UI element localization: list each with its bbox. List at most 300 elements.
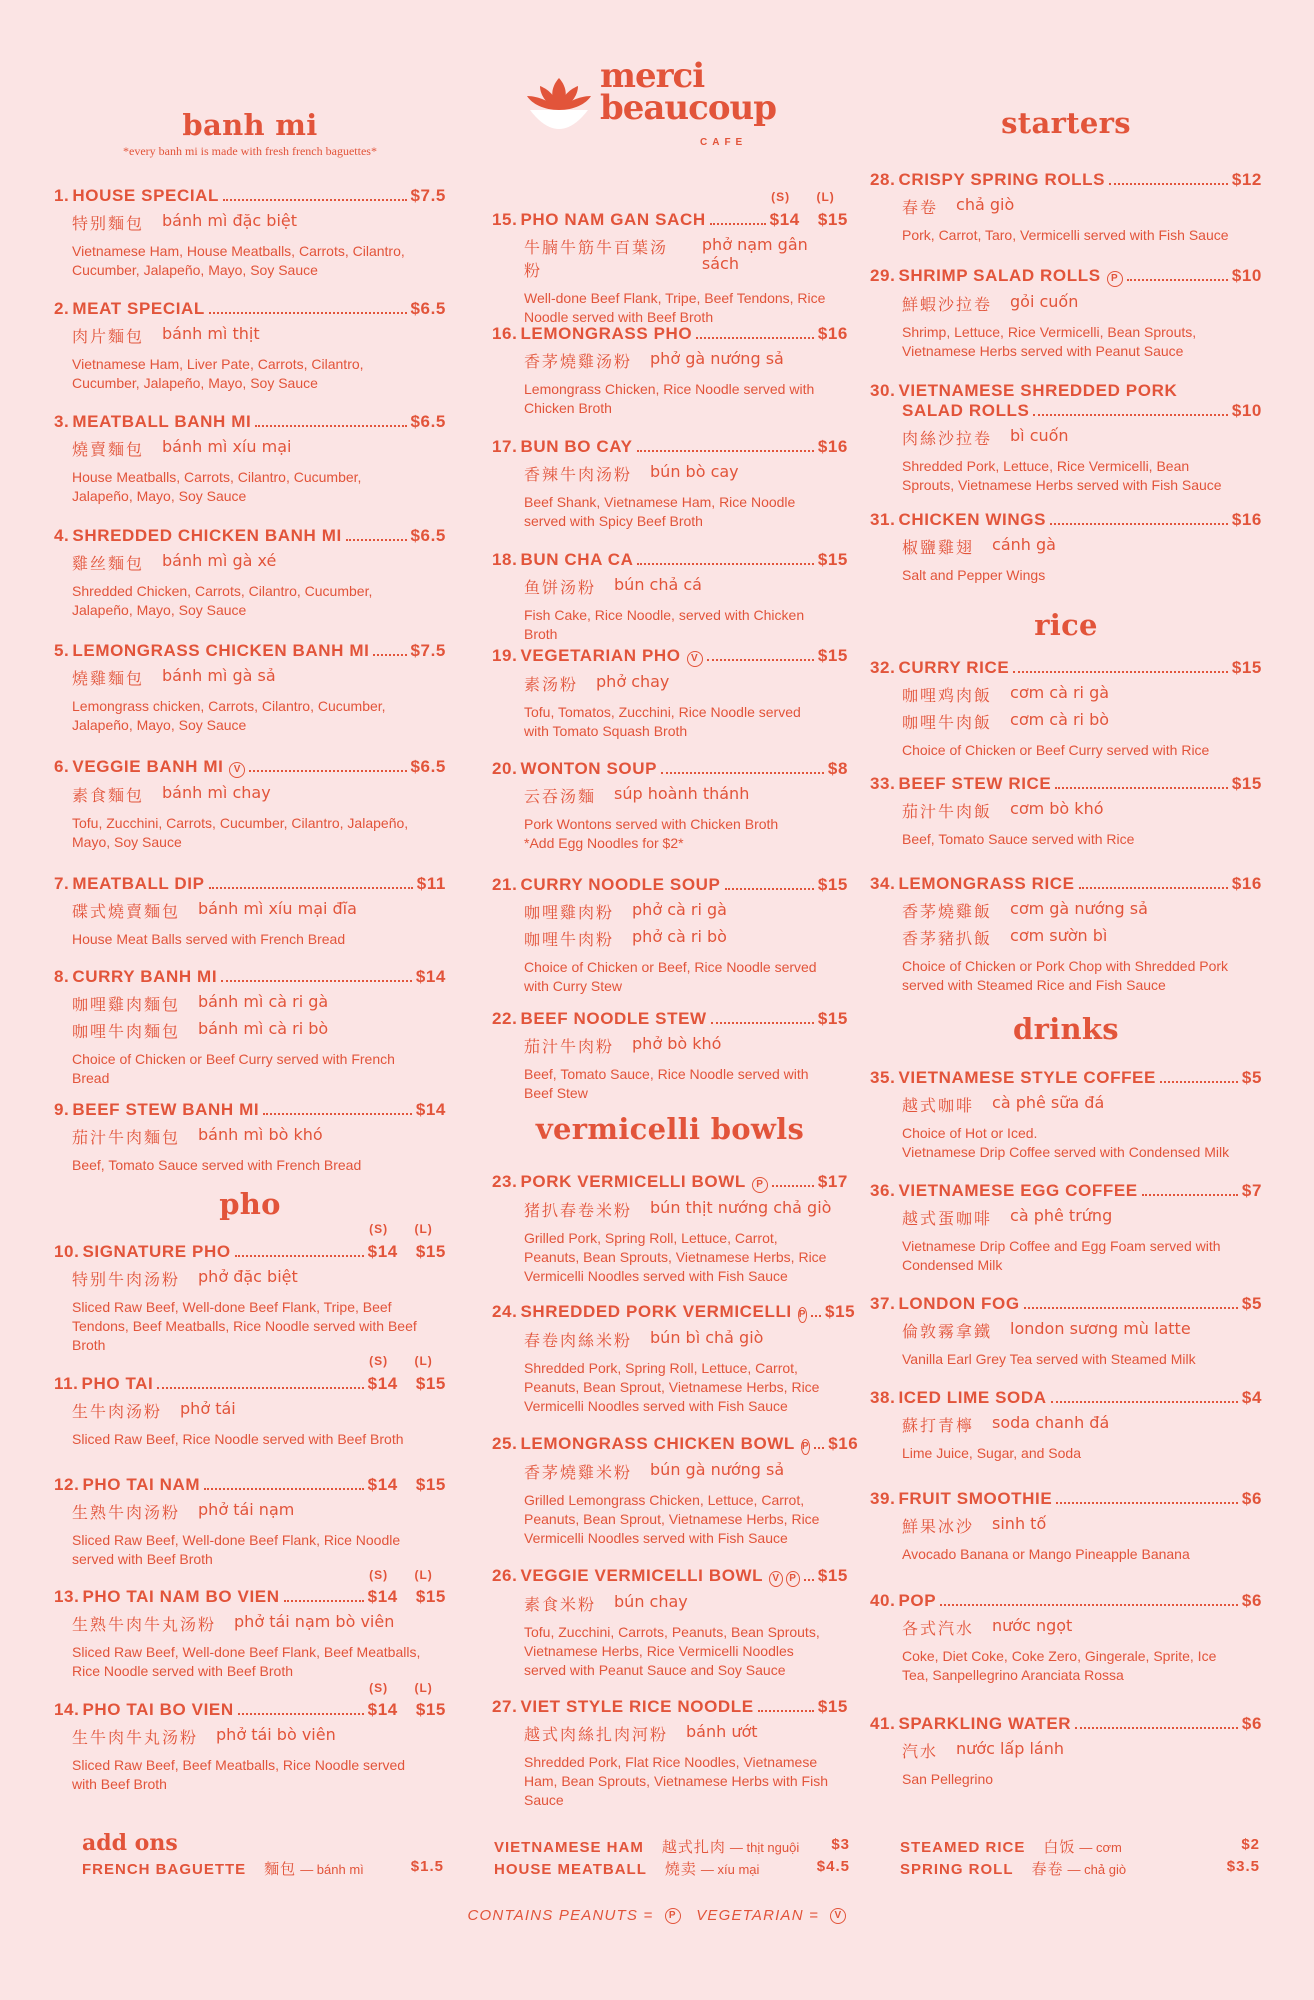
- item-number: 24.: [492, 1302, 518, 1321]
- item-chinese-name: 牛腩牛筋牛百葉汤粉: [524, 238, 669, 280]
- item-translation-2: [870, 926, 1262, 949]
- addon-price: $3: [831, 1836, 850, 1853]
- item-description: Lime Juice, Sugar, and Soda: [902, 1445, 1082, 1461]
- item-price: $16: [1231, 874, 1262, 893]
- item-translation: [492, 235, 848, 281]
- item-price: $5: [1241, 1294, 1262, 1313]
- size-header: [758, 190, 848, 204]
- addon-price: $1.5: [410, 1858, 444, 1875]
- size-header: [356, 1568, 446, 1582]
- item-description: Shredded Pork, Flat Rice Noodles, Vietnamese Ham, Bean Sprouts, Vietnamese Herbs with Fish Sauce: [524, 1754, 828, 1808]
- item-description: Vietnamese Ham, Liver Pate, Carrots, Cilantro, Cucumber, Jalapeño, Mayo, Soy Sauce: [72, 356, 364, 391]
- item-prices: [368, 1700, 446, 1720]
- item-prices: [368, 1587, 446, 1607]
- dot-leader: [811, 1315, 821, 1317]
- item-vietnamese-name: cơm sườn bì: [1010, 926, 1108, 945]
- size-small-label: (S): [369, 1568, 389, 1582]
- item-price: $10: [1231, 401, 1262, 420]
- dot-leader: [1024, 1307, 1238, 1309]
- item-description: Salt and Pepper Wings: [902, 567, 1046, 583]
- item-number: 27.: [492, 1697, 518, 1716]
- item-chinese-name: 香茅燒雞飯: [902, 902, 993, 921]
- addon-chinese-name: 春卷: [1031, 1860, 1064, 1878]
- item-name: LEMONGRASS PHO: [520, 324, 693, 343]
- item-translation: [54, 783, 446, 806]
- size-large-label: (L): [414, 1681, 433, 1695]
- item-name: VEGGIE BANH MI: [72, 757, 224, 776]
- item-title-line: [54, 1100, 446, 1120]
- item-description-2: Vietnamese Drip Coffee served with Condensed Milk: [902, 1144, 1230, 1160]
- item-name: WONTON SOUP: [520, 759, 658, 778]
- item-name: PHO TAI NAM BO VIEN: [82, 1587, 280, 1606]
- menu-item: [54, 1374, 446, 1449]
- size-header: [356, 1354, 446, 1368]
- item-number: 7.: [54, 874, 70, 893]
- item-name: LEMONGRASS RICE: [898, 874, 1075, 893]
- size-header: [356, 1222, 446, 1236]
- menu-item: [870, 266, 1262, 361]
- item-price: $7.5: [410, 641, 446, 660]
- brand-name: [600, 56, 777, 128]
- item-chinese-name: 咖哩牛肉麵包: [72, 1022, 181, 1041]
- dot-leader: [1109, 183, 1228, 185]
- addon-item: [900, 1836, 1260, 1857]
- item-name: BEEF NOODLE STEW: [520, 1009, 707, 1028]
- item-vietnamese-name: bánh mì xíu mại đĩa: [198, 899, 357, 918]
- item-title-line: [492, 875, 848, 895]
- item-title-line: [54, 526, 446, 546]
- item-description: Choice of Hot or Iced.: [902, 1125, 1038, 1141]
- addon-vietnamese-name: — xíu mại: [700, 1862, 760, 1877]
- item-number: 38.: [870, 1388, 896, 1407]
- addon-vietnamese-name: — thịt nguội: [729, 1840, 800, 1855]
- dot-leader: [373, 654, 406, 656]
- item-description: Pork Wontons served with Chicken Broth: [524, 816, 779, 832]
- item-name: VIETNAMESE EGG COFFEE: [898, 1181, 1138, 1200]
- item-translation: [54, 1399, 446, 1422]
- item-vietnamese-name: phở tái nạm: [198, 1500, 295, 1519]
- item-title-line: [870, 1489, 1262, 1509]
- addon-name: HOUSE MEATBALL: [494, 1861, 647, 1878]
- item-number: 25.: [492, 1434, 518, 1453]
- addon-item: [82, 1858, 444, 1879]
- item-translation: [870, 195, 1262, 218]
- item-title-line: [492, 1302, 856, 1323]
- dot-leader: [940, 1604, 1238, 1606]
- item-price: $16: [817, 437, 848, 456]
- item-description: Lemongrass chicken, Carrots, Cilantro, Cucumber, Jalapeño, Mayo, Soy Sauce: [72, 698, 386, 733]
- dot-leader: [284, 1600, 364, 1602]
- item-chinese-name: 春卷肉絲米粉: [524, 1331, 633, 1350]
- item-price: $6.5: [410, 299, 446, 318]
- item-title-line: [54, 1700, 446, 1720]
- item-number: 16.: [492, 324, 518, 343]
- item-chinese-name: 肉絲沙拉卷: [902, 429, 993, 448]
- item-chinese-name: 香辣牛肉汤粉: [524, 465, 633, 484]
- menu-item: [54, 186, 446, 280]
- item-number: 28.: [870, 170, 896, 189]
- menu-item: [492, 759, 848, 853]
- item-name: SHRIMP SALAD ROLLS: [898, 266, 1101, 285]
- menu-item: [492, 1302, 856, 1416]
- item-vietnamese-name: phở gà nướng sả: [650, 349, 784, 368]
- item-chinese-name: 咖哩雞肉粉: [524, 903, 615, 922]
- item-description: Fish Cake, Rice Noodle, served with Chicken Broth: [524, 607, 805, 642]
- menu-item: [870, 170, 1262, 245]
- item-number: 19.: [492, 646, 518, 665]
- item-chinese-name: 茄汁牛肉麵包: [72, 1128, 181, 1147]
- dot-leader: [707, 659, 814, 661]
- item-name: BUN BO CAY: [520, 437, 633, 456]
- item-chinese-name: 生牛肉汤粉: [72, 1402, 163, 1421]
- addon-price: $3.5: [1226, 1858, 1260, 1875]
- item-description: Sliced Raw Beef, Well-done Beef Flank, Beef Meatballs, Rice Noodle served with Beef Broth: [72, 1644, 421, 1679]
- addon-chinese-name: 白饭: [1043, 1838, 1076, 1856]
- item-chinese-name: 咖哩牛肉飯: [902, 713, 993, 732]
- legend-peanuts-label: CONTAINS PEANUTS =: [467, 1907, 654, 1924]
- item-translation: [492, 900, 848, 923]
- item-title-line: [54, 1587, 446, 1607]
- item-description: Sliced Raw Beef, Well-done Beef Flank, Tripe, Beef Tendons, Beef Meatballs, Rice Noodle served with Beef Broth: [72, 1299, 417, 1353]
- item-chinese-name: 蘇打青檸: [902, 1416, 975, 1435]
- item-price: $15: [825, 1302, 856, 1321]
- item-title-line: [492, 646, 848, 667]
- menu-item: [54, 1700, 446, 1794]
- item-price: $16: [828, 1434, 859, 1453]
- brand-line1: merci: [600, 56, 705, 96]
- item-description: Shrimp, Lettuce, Rice Vermicelli, Bean Sprouts, Vietnamese Herbs served with Peanut Sauce: [902, 324, 1197, 359]
- item-name: PHO TAI BO VIEN: [82, 1700, 234, 1719]
- item-vietnamese-name: phở tái nạm bò viên: [234, 1612, 395, 1631]
- item-chinese-name: 咖哩雞肉麵包: [72, 995, 181, 1014]
- menu-item: [870, 1181, 1262, 1275]
- dot-leader: [249, 770, 406, 772]
- item-number: 8.: [54, 967, 70, 986]
- item-vietnamese-name: cơm gà nướng sả: [1010, 899, 1148, 918]
- item-title-line: [492, 1697, 848, 1717]
- item-vietnamese-name: bún chả cá: [614, 575, 702, 594]
- dot-leader: [1056, 1502, 1238, 1504]
- item-title-line: [870, 1181, 1262, 1201]
- dot-leader: [814, 1447, 824, 1449]
- rice-title: rice: [1034, 608, 1098, 642]
- item-description: Shredded Pork, Spring Roll, Lettuce, Carrot, Peanuts, Bean Sprout, Vietnamese Herbs, Rice Vermicelli Noodles served with Fish Sauce: [524, 1360, 820, 1414]
- item-vietnamese-name: nước lấp lánh: [956, 1739, 1064, 1758]
- size-large-label: (L): [414, 1222, 433, 1236]
- menu-item: [870, 1388, 1262, 1463]
- item-number: 23.: [492, 1172, 518, 1191]
- item-chinese-name: 香茅燒雞汤粉: [524, 352, 633, 371]
- item-price: $8: [827, 759, 848, 778]
- item-name: MEATBALL DIP: [72, 874, 205, 893]
- item-price: $14: [415, 1100, 446, 1119]
- menu-item: [54, 412, 446, 506]
- item-name: VIETNAMESE STYLE COFFEE: [898, 1068, 1156, 1087]
- item-chinese-name: 倫敦霧拿鐵: [902, 1322, 993, 1341]
- item-chinese-name: 素汤粉: [524, 675, 579, 694]
- peanut-badge-icon: P: [786, 1571, 800, 1587]
- menu-item: [870, 1591, 1262, 1685]
- item-vietnamese-name: bánh mì bò khó: [198, 1125, 323, 1144]
- item-price: $11: [416, 874, 446, 893]
- item-translation: [54, 1267, 446, 1290]
- lotus-icon: [524, 70, 594, 132]
- item-chinese-name: 特别牛肉汤粉: [72, 1270, 181, 1289]
- menu-item: [492, 875, 848, 996]
- item-translation: [54, 1125, 446, 1148]
- addon-item: [900, 1858, 1260, 1879]
- item-name: ICED LIME SODA: [898, 1388, 1047, 1407]
- item-translation: [54, 992, 446, 1015]
- item-price: $7: [1241, 1181, 1262, 1200]
- dot-leader: [1075, 1727, 1238, 1729]
- item-vietnamese-name: phở cà ri gà: [632, 900, 727, 919]
- item-vietnamese-name: cơm bò khó: [1010, 799, 1104, 818]
- item-translation: [54, 551, 446, 574]
- item-chinese-name: 素食麵包: [72, 786, 145, 805]
- item-chinese-name: 雞丝麵包: [72, 554, 145, 573]
- item-translation: [54, 899, 446, 922]
- item-number: 32.: [870, 658, 896, 677]
- item-prices: [368, 1242, 446, 1262]
- item-title-line: [870, 1591, 1262, 1611]
- item-price: $15: [817, 875, 848, 894]
- peanut-badge-icon: P: [801, 1439, 810, 1455]
- dot-leader: [221, 980, 412, 982]
- item-description: Beef, Tomato Sauce, Rice Noodle served with Beef Stew: [524, 1066, 809, 1101]
- addon-chinese-name: 燒卖: [664, 1860, 697, 1878]
- item-title-line-2: [870, 401, 1262, 421]
- item-translation: [870, 1093, 1262, 1116]
- banh-mi-note: *every banh mi is made with fresh french baguettes*: [123, 144, 377, 158]
- starters-title: starters: [1001, 106, 1131, 140]
- item-description: Avocado Banana or Mango Pineapple Banana: [902, 1546, 1190, 1562]
- menu-item: [870, 774, 1262, 849]
- dot-leader: [637, 450, 814, 452]
- item-number: 6.: [54, 757, 70, 776]
- item-chinese-name: 越式咖啡: [902, 1096, 975, 1115]
- item-translation: [492, 349, 848, 372]
- item-title-line: [492, 1172, 848, 1193]
- item-chinese-name: 椒鹽雞翅: [902, 538, 975, 557]
- menu-item: [870, 1489, 1262, 1564]
- item-chinese-name: 各式汽水: [902, 1619, 975, 1638]
- item-number: 29.: [870, 266, 896, 285]
- dot-leader: [346, 539, 407, 541]
- size-large-label: (L): [414, 1568, 433, 1582]
- item-price: $10: [1231, 266, 1262, 285]
- menu-item: [492, 437, 848, 531]
- item-title-line: [870, 1714, 1262, 1734]
- item-vietnamese-name: cánh gà: [992, 535, 1056, 554]
- size-small-label: (S): [369, 1354, 389, 1368]
- item-name: PHO TAI NAM: [82, 1475, 201, 1494]
- item-chinese-name: 鮮果冰沙: [902, 1517, 975, 1536]
- item-translation: [870, 1616, 1262, 1639]
- item-number: 33.: [870, 774, 896, 793]
- item-number: 21.: [492, 875, 518, 894]
- item-description: Vietnamese Ham, House Meatballs, Carrots, Cilantro, Cucumber, Jalapeño, Mayo, Soy Sauce: [72, 243, 405, 278]
- item-name: POP: [898, 1591, 937, 1610]
- item-price: $15: [817, 646, 848, 665]
- item-vietnamese-name: london sương mù latte: [1010, 1319, 1191, 1338]
- item-price: $15: [817, 550, 848, 569]
- menu-item: [492, 1009, 848, 1103]
- item-vietnamese-name: cơm cà ri gà: [1010, 683, 1110, 702]
- dot-leader: [637, 563, 813, 565]
- item-number: 3.: [54, 412, 70, 431]
- item-number: 14.: [54, 1700, 80, 1719]
- item-translation-2: [870, 710, 1262, 733]
- item-vietnamese-name: bánh mì đặc biệt: [162, 211, 298, 230]
- item-title-line: [54, 641, 446, 661]
- item-chinese-name: 香茅豬扒飯: [902, 929, 993, 948]
- brand-logo: [524, 56, 794, 154]
- item-name: VEGGIE VERMICELLI BOWL: [520, 1566, 764, 1585]
- addon-item: [494, 1858, 850, 1879]
- item-price: $15: [1231, 774, 1262, 793]
- item-vietnamese-name: phở tái: [180, 1399, 236, 1418]
- item-title-line: [870, 381, 1262, 401]
- item-price: $5: [1241, 1068, 1262, 1087]
- item-translation: [54, 437, 446, 460]
- dot-leader: [204, 1488, 363, 1490]
- menu-item: [54, 1475, 446, 1569]
- item-vietnamese-name: bún bò cay: [650, 462, 739, 481]
- addon-name: FRENCH BAGUETTE: [82, 1861, 247, 1878]
- item-price: $4: [1241, 1388, 1262, 1407]
- menu-item: [870, 1294, 1262, 1369]
- item-translation: [870, 426, 1262, 449]
- item-price-small: $14: [367, 1700, 398, 1719]
- dot-leader: [758, 1710, 814, 1712]
- item-vietnamese-name: bánh mì thịt: [162, 324, 260, 343]
- dot-leader: [711, 1022, 814, 1024]
- item-chinese-name: 越式肉絲扎肉河粉: [524, 1725, 669, 1744]
- item-title-line: [870, 774, 1262, 794]
- item-description-2: *Add Egg Noodles for $2*: [524, 835, 684, 851]
- item-price: $6.5: [410, 412, 446, 431]
- item-description: Tofu, Zucchini, Carrots, Peanuts, Bean Sprouts, Vietnamese Herbs, Rice Vermicelli Noodles served with Peanut Sauce and Soy Sauce: [524, 1624, 820, 1678]
- addon-item: [494, 1836, 850, 1857]
- dot-leader: [696, 337, 814, 339]
- dot-leader: [772, 1185, 814, 1187]
- item-translation: [870, 535, 1262, 558]
- item-title-line: [870, 1068, 1262, 1088]
- dot-leader: [238, 1713, 364, 1715]
- item-name: PHO NAM GAN SACH: [520, 210, 706, 229]
- item-number: 9.: [54, 1100, 70, 1119]
- item-name: BEEF STEW RICE: [898, 774, 1052, 793]
- dot-leader: [661, 772, 824, 774]
- item-vietnamese-name: bánh ướt: [686, 1722, 758, 1741]
- banh-mi-title: banh mi: [182, 108, 318, 142]
- item-price: $15: [817, 1009, 848, 1028]
- item-number: 36.: [870, 1181, 896, 1200]
- item-vietnamese-name: bún chay: [614, 1592, 688, 1611]
- item-title-line: [54, 874, 446, 894]
- item-vietnamese-name: phở chay: [596, 672, 670, 691]
- item-description: Grilled Lemongrass Chicken, Lettuce, Carrot, Peanuts, Bean Sprout, Vietnamese Herbs, Rice Vermicelli Noodles served with Fish Sauce: [524, 1492, 820, 1546]
- item-price: $17: [817, 1172, 848, 1191]
- menu-item: [492, 1172, 848, 1286]
- item-title-line: [870, 874, 1262, 894]
- item-name: PORK VERMICELLI BOWL: [520, 1172, 746, 1191]
- item-number: 41.: [870, 1714, 896, 1733]
- item-number: 40.: [870, 1591, 896, 1610]
- item-number: 34.: [870, 874, 896, 893]
- item-number: 31.: [870, 510, 896, 529]
- item-name: VEGETARIAN PHO: [520, 646, 681, 665]
- peanut-badge-icon: P: [752, 1177, 768, 1193]
- item-price-large: $15: [415, 1700, 446, 1719]
- item-chinese-name: 特别麵包: [72, 214, 145, 233]
- peanut-badge-icon: P: [798, 1307, 807, 1323]
- item-name: CHICKEN WINGS: [898, 510, 1047, 529]
- dot-leader: [1033, 414, 1227, 416]
- menu-item: [870, 1068, 1262, 1162]
- item-vietnamese-name: gỏi cuốn: [1010, 292, 1079, 311]
- item-price: $16: [817, 324, 848, 343]
- item-price-large: $15: [415, 1242, 446, 1261]
- legend-veg-label: VEGETARIAN =: [696, 1907, 820, 1924]
- item-vietnamese-name: bánh mì gà xé: [162, 551, 277, 570]
- menu-item: [54, 967, 446, 1088]
- addon-chinese-name: 越式扎肉: [661, 1838, 726, 1856]
- item-number: 30.: [870, 381, 896, 400]
- item-vietnamese-name: súp hoành thánh: [614, 784, 750, 803]
- dot-leader: [1127, 279, 1228, 281]
- menu-item: [870, 510, 1262, 585]
- item-price-small: $14: [769, 210, 800, 229]
- item-chinese-name: 猪扒春卷米粉: [524, 1201, 633, 1220]
- item-name: MEATBALL BANH MI: [72, 412, 252, 431]
- peanut-badge-icon: P: [1107, 271, 1123, 287]
- item-translation: [870, 1319, 1262, 1342]
- size-large-label: (L): [414, 1354, 433, 1368]
- dot-leader: [1051, 1401, 1238, 1403]
- item-vietnamese-name: bánh mì chay: [162, 783, 271, 802]
- menu-item: [492, 550, 848, 644]
- item-name: PHO TAI: [81, 1374, 154, 1393]
- item-chinese-name: 素食米粉: [524, 1595, 597, 1614]
- item-description: Vietnamese Drip Coffee and Egg Foam served with Condensed Milk: [902, 1238, 1221, 1273]
- item-description: Sliced Raw Beef, Beef Meatballs, Rice Noodle served with Beef Broth: [72, 1757, 406, 1792]
- item-price: $6: [1241, 1714, 1262, 1733]
- item-price-large: $15: [415, 1587, 446, 1606]
- item-title-line: [492, 759, 848, 779]
- size-small-label: (S): [369, 1681, 389, 1695]
- item-number: 10.: [54, 1242, 80, 1261]
- item-description: Beef Shank, Vietnamese Ham, Rice Noodle served with Spicy Beef Broth: [524, 494, 796, 529]
- item-price: $6.5: [410, 526, 446, 545]
- item-prices: [368, 1475, 446, 1495]
- item-number: 39.: [870, 1489, 896, 1508]
- item-description: House Meatballs, Carrots, Cilantro, Cucumber, Jalapeño, Mayo, Soy Sauce: [72, 469, 362, 504]
- item-chinese-name: 生牛肉牛丸汤粉: [72, 1728, 199, 1747]
- addon-name: VIETNAMESE HAM: [494, 1839, 644, 1856]
- menu-item: [54, 757, 446, 852]
- item-title-line: [54, 1374, 446, 1394]
- item-chinese-name: 生熟牛肉牛丸汤粉: [72, 1615, 217, 1634]
- legend: [0, 1907, 1314, 1924]
- menu-item: [54, 1100, 446, 1175]
- item-description: Pork, Carrot, Taro, Vermicelli served with Fish Sauce: [902, 227, 1229, 243]
- menu-item: [492, 646, 848, 741]
- item-description: Choice of Chicken or Pork Chop with Shredded Pork served with Steamed Rice and Fish Sauce: [902, 958, 1229, 993]
- item-name: BEEF STEW BANH MI: [72, 1100, 260, 1119]
- item-description: Tofu, Zucchini, Carrots, Cucumber, Cilantro, Jalapeño, Mayo, Soy Sauce: [72, 815, 409, 850]
